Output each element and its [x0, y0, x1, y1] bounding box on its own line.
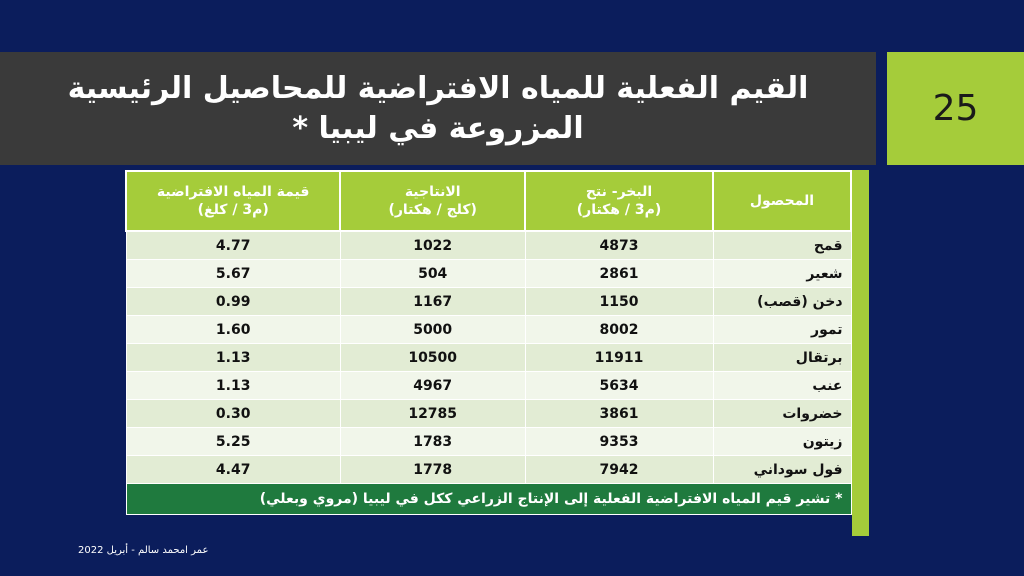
cell-productivity: 5000 — [340, 316, 525, 344]
cell-et: 2861 — [525, 260, 713, 288]
cell-et: 8002 — [525, 316, 713, 344]
table-side-strip — [852, 170, 869, 536]
header-virtual-water — [126, 171, 340, 231]
cell-crop: زيتون — [713, 428, 851, 456]
cell-crop: عنب — [713, 372, 851, 400]
cell-productivity: 1167 — [340, 288, 525, 316]
table-header-row — [126, 171, 851, 231]
table-footnote: * تشير قيم المياه الافتراضية الفعلية إلى الإنتاج الزراعي ككل في ليبيا (مروي وبعلي) — [126, 484, 851, 515]
header-productivity-unit: (كلج / هكتار) — [388, 202, 477, 218]
cell-crop: تمور — [713, 316, 851, 344]
cell-et: 4873 — [525, 231, 713, 260]
cell-crop: قمح — [713, 231, 851, 260]
slide-number-box — [887, 52, 1024, 165]
cell-et: 11911 — [525, 344, 713, 372]
virtual-water-table — [125, 170, 852, 515]
header-virtual-water-title: قيمة المياه الافتراضية — [156, 184, 310, 200]
slide-footer-author: عمر امحمد سالم - أبريل 2022 — [78, 545, 209, 556]
title-box — [0, 52, 876, 165]
cell-virtual-water: 4.47 — [126, 456, 340, 484]
cell-crop: خضروات — [713, 400, 851, 428]
table-row — [126, 316, 851, 344]
cell-virtual-water: 0.99 — [126, 288, 340, 316]
cell-virtual-water: 4.77 — [126, 231, 340, 260]
table-row — [126, 288, 851, 316]
cell-productivity: 4967 — [340, 372, 525, 400]
header-crop — [713, 171, 851, 231]
cell-virtual-water: 5.25 — [126, 428, 340, 456]
header-et-title: البخر- نتح — [585, 184, 653, 200]
slide-title: القيم الفعلية للمياه الافتراضية للمحاصيل الرئيسية المزروعة في ليبيا * — [67, 70, 809, 146]
cell-productivity: 12785 — [340, 400, 525, 428]
header-et-unit: (م3 / هكتار) — [576, 202, 662, 218]
slide-number: 25 — [932, 88, 979, 129]
header-productivity-title: الانتاجية — [404, 184, 461, 200]
table-row — [126, 344, 851, 372]
table-row — [126, 231, 851, 260]
cell-crop: شعير — [713, 260, 851, 288]
header-crop-label: المحصول — [749, 193, 815, 209]
header-evapotranspiration — [525, 171, 713, 231]
cell-productivity: 1778 — [340, 456, 525, 484]
cell-et: 3861 — [525, 400, 713, 428]
cell-productivity: 1022 — [340, 231, 525, 260]
table-row — [126, 428, 851, 456]
cell-virtual-water: 1.13 — [126, 372, 340, 400]
table-note-row — [126, 484, 851, 515]
cell-et: 1150 — [525, 288, 713, 316]
cell-productivity: 504 — [340, 260, 525, 288]
table-row — [126, 372, 851, 400]
table-row — [126, 456, 851, 484]
table-row — [126, 260, 851, 288]
header-productivity — [340, 171, 525, 231]
cell-productivity: 1783 — [340, 428, 525, 456]
cell-virtual-water: 1.13 — [126, 344, 340, 372]
cell-productivity: 10500 — [340, 344, 525, 372]
cell-et: 9353 — [525, 428, 713, 456]
header-virtual-water-unit: (م3 / كلغ) — [197, 202, 269, 218]
cell-et: 7942 — [525, 456, 713, 484]
cell-crop: برتقال — [713, 344, 851, 372]
cell-et: 5634 — [525, 372, 713, 400]
table-row — [126, 400, 851, 428]
cell-virtual-water: 5.67 — [126, 260, 340, 288]
cell-virtual-water: 1.60 — [126, 316, 340, 344]
cell-crop: دخن (قصب) — [713, 288, 851, 316]
cell-crop: فول سوداني — [713, 456, 851, 484]
cell-virtual-water: 0.30 — [126, 400, 340, 428]
